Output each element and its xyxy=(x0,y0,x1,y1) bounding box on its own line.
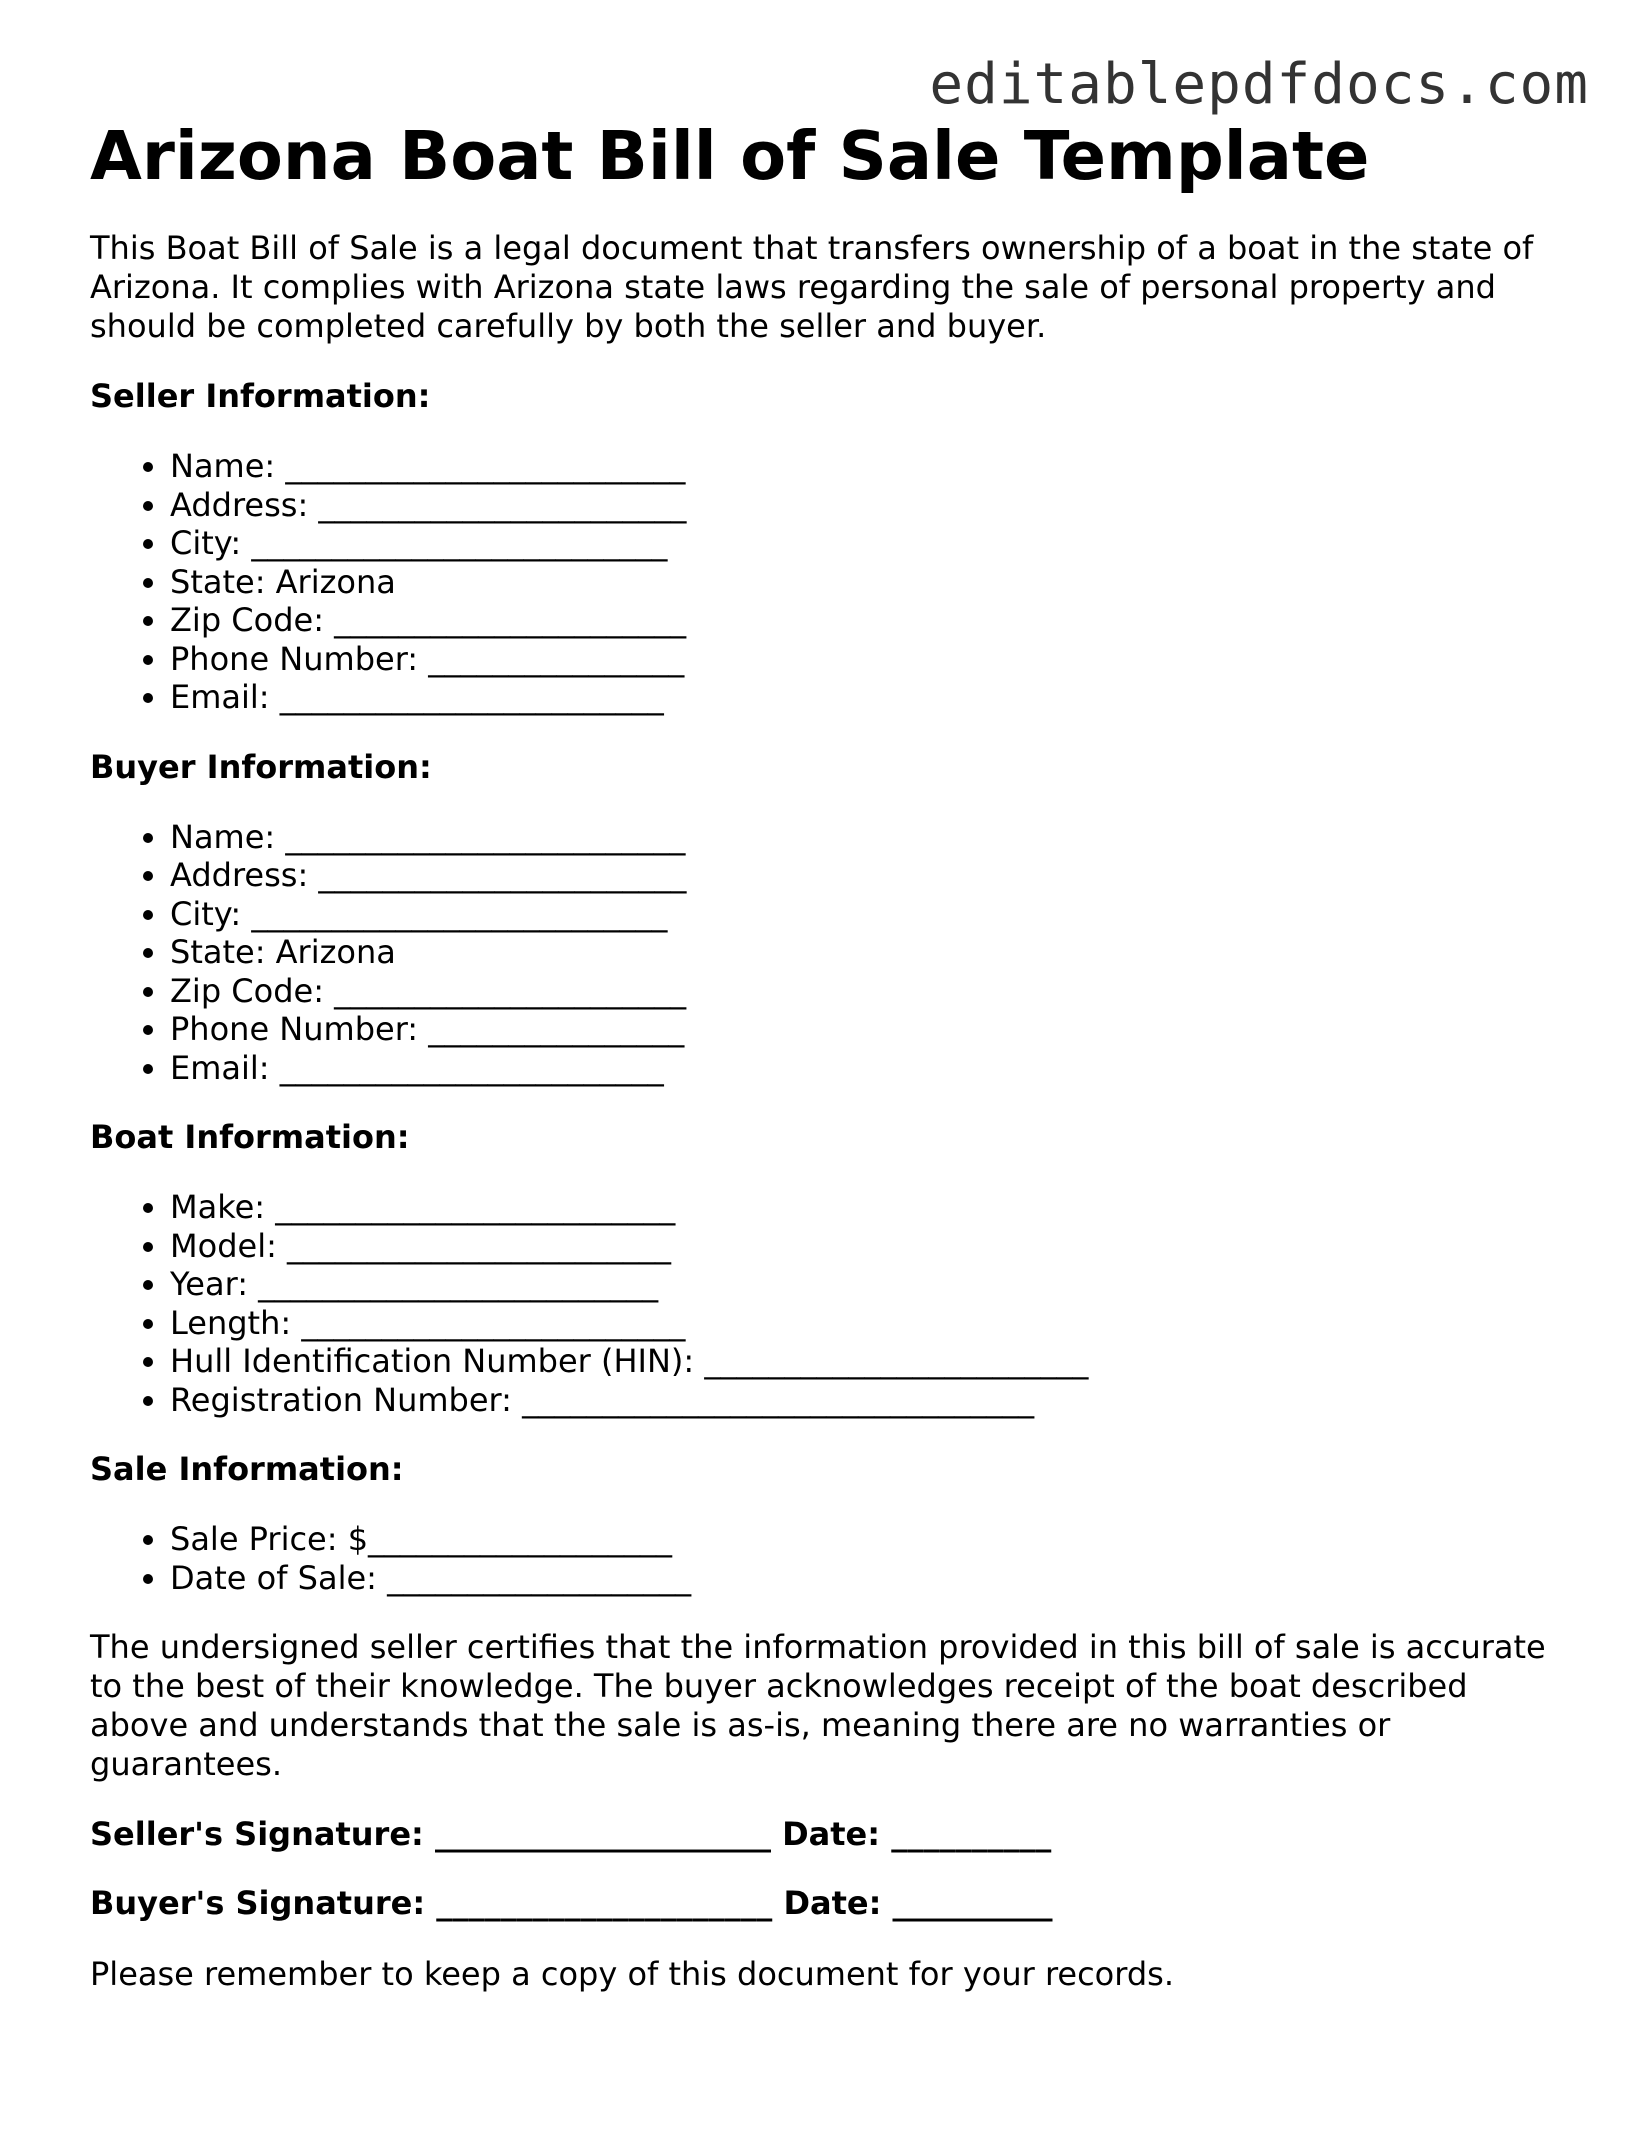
sale-section-heading: Sale Information: xyxy=(90,1450,404,1488)
intro-paragraph: This Boat Bill of Sale is a legal document that transfers ownership of a boat in the state of Arizona. It complies with Arizona state laws regarding the sale of personal property and should be completed carefully by both the seller and buyer. xyxy=(90,229,1534,345)
buyer-phone-field[interactable]: • Phone Number: ________________ xyxy=(170,1010,1570,1049)
seller-state-field: • State: Arizona xyxy=(170,563,1570,602)
buyer-info-list xyxy=(90,818,1570,1088)
buyer-name-field[interactable]: • Name: _________________________ xyxy=(170,818,1570,857)
watermark: editablepdfdocs.com xyxy=(929,52,1589,117)
seller-zip-field[interactable]: • Zip Code: ______________________ xyxy=(170,601,1570,640)
seller-name-field[interactable]: • Name: _________________________ xyxy=(170,447,1570,486)
seller-section-heading: Seller Information: xyxy=(90,377,431,415)
boat-year-field[interactable]: • Year: _________________________ xyxy=(170,1265,1570,1304)
sale-info-list xyxy=(90,1520,1570,1597)
certification-paragraph: The undersigned seller certifies that the information provided in this bill of sale is accurate to the best of their knowledge. The buyer acknowledges receipt of the boat described above and understands that the sale is as-is, meaning there are no warranties or guarantees. xyxy=(90,1628,1546,1783)
sale-date-field[interactable]: • Date of Sale: ___________________ xyxy=(170,1559,1570,1598)
buyer-state-field: • State: Arizona xyxy=(170,933,1570,972)
seller-address-field[interactable]: • Address: _______________________ xyxy=(170,486,1570,525)
seller-email-field[interactable]: • Email: ________________________ xyxy=(170,678,1570,717)
boat-hin-field[interactable]: • Hull Identification Number (HIN): ________________________ xyxy=(170,1342,1570,1381)
document-page xyxy=(90,112,1570,1994)
boat-registration-field[interactable]: • Registration Number: ________________________________ xyxy=(170,1381,1570,1420)
buyer-email-field[interactable]: • Email: ________________________ xyxy=(170,1049,1570,1088)
buyer-address-field[interactable]: • Address: _______________________ xyxy=(170,856,1570,895)
seller-info-list xyxy=(90,447,1570,717)
document-title: Arizona Boat Bill of Sale Template xyxy=(90,117,1370,195)
boat-model-field[interactable]: • Model: ________________________ xyxy=(170,1227,1570,1266)
boat-make-field[interactable]: • Make: _________________________ xyxy=(170,1188,1570,1227)
buyer-section-heading: Buyer Information: xyxy=(90,747,432,786)
closing-note: Please remember to keep a copy of this document for your records. xyxy=(90,1955,1174,1993)
buyer-signature-line[interactable]: Buyer's Signature: _____________________ Date: __________ xyxy=(90,1884,1053,1922)
buyer-zip-field[interactable]: • Zip Code: ______________________ xyxy=(170,972,1570,1011)
boat-info-list xyxy=(90,1188,1570,1419)
seller-city-field[interactable]: • City: __________________________ xyxy=(170,524,1570,563)
boat-length-field[interactable]: • Length: ________________________ xyxy=(170,1304,1570,1343)
boat-section-heading: Boat Information: xyxy=(90,1118,410,1156)
buyer-city-field[interactable]: • City: __________________________ xyxy=(170,895,1570,934)
seller-phone-field[interactable]: • Phone Number: ________________ xyxy=(170,640,1570,679)
seller-signature-line[interactable]: Seller's Signature: _____________________ Date: __________ xyxy=(90,1815,1052,1853)
sale-price-field[interactable]: • Sale Price: $___________________ xyxy=(170,1520,1570,1559)
